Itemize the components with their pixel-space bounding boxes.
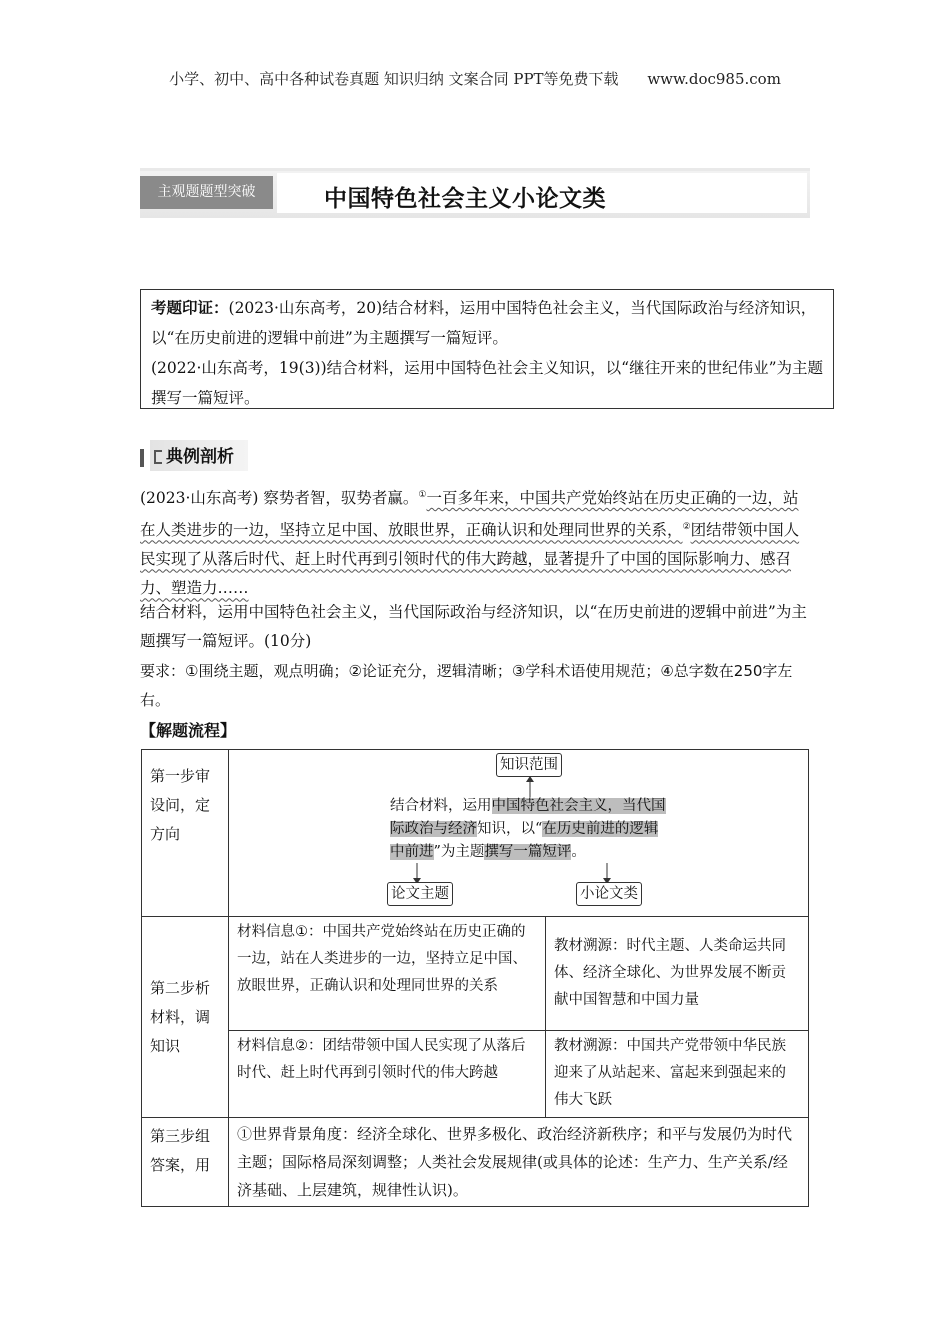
tag-essay-type: 小论文类 (576, 882, 642, 906)
step-3-label: 第三步组答案，用 (142, 1118, 229, 1207)
site-header (0, 68, 950, 89)
reference-line-2: (2022·山东高考，19(3))结合材料，运用中国特色社会主义知识，以“继往开来的世纪伟业”为主题撰写一篇短评。 (151, 359, 823, 407)
reference-label: 考题印证： (151, 299, 229, 317)
textbook-source-1: 教材溯源：时代主题、人类命运共同体、经济全球化、为世界发展不断贡献中国智慧和中国力量 (546, 917, 809, 1031)
step-1-diagram (229, 750, 809, 917)
marker-1: ① (418, 490, 427, 500)
page-title: 中国特色社会主义小论文类 (324, 186, 606, 212)
question-annotated: 结合材料，运用中国特色社会主义，当代国际政治与经济知识，以“在历史前进的逻辑中前进”为主题撰写一篇短评。 (390, 798, 666, 860)
flow-title: 【解题流程】 (140, 721, 237, 740)
material-1: 一百多年来，中国共产党始终站在历史正确的一边，站在人类进步的一边，坚持立足中国、放眼世界，正确认识和处理同世界的关系， (140, 489, 799, 540)
step-3-content: ①世界背景角度：经济全球化、世界多极化、政治经济新秩序；和平与发展仍为时代主题；国际格局深刻调整；人类社会发展规律(或具体的论述：生产力、生产关系/经济基础、上层建筑，规律性认识)。 (229, 1118, 809, 1207)
material-2: 团结带领中国人民实现了从落后时代、赶上时代再到引领时代的伟大跨越，显著提升了中国的国际影响力、感召力、塑造力…… (140, 521, 800, 598)
topic-banner (140, 168, 810, 218)
marker-2: ② (682, 522, 691, 533)
material-info-2: 材料信息②：团结带领中国人民实现了从落后时代、赶上时代再到引领时代的伟大跨越 (229, 1031, 546, 1118)
solution-flow-table (141, 749, 809, 1207)
header-text: 小学、初中、高中各种试卷真题 知识归纳 文案合同 PPT等免费下载 (169, 70, 619, 88)
material-info-1: 材料信息①：中国共产党始终站在历史正确的一边，站在人类进步的一边，坚持立足中国、放眼世界，正确认识和处理同世界的关系 (229, 917, 546, 1031)
example-question: 结合材料，运用中国特色社会主义，当代国际政治与经济知识，以“在历史前进的逻辑中前进”为主题撰写一篇短评。(10分) (140, 603, 807, 650)
step-1-label: 第一步审设问，定方向 (142, 750, 229, 917)
section-heading (140, 440, 248, 471)
exam-reference-box (140, 289, 834, 409)
reference-line-1: (2023·山东高考，20)结合材料，运用中国特色社会主义，当代国际政治与经济知识，以“在历史前进的逻辑中前进”为主题撰写一篇短评。 (151, 299, 817, 347)
example-source: (2023·山东高考) (140, 489, 259, 508)
tag-knowledge-scope: 知识范围 (496, 753, 562, 777)
section-title: 典例剖析 (166, 447, 234, 467)
example-lead: 察势者智，驭势者赢。 (263, 489, 419, 508)
section-bar-icon (140, 449, 144, 467)
banner-tag: 主观题题型突破 (140, 176, 273, 209)
example-material (140, 481, 812, 603)
tag-essay-theme: 论文主题 (387, 882, 453, 906)
header-url[interactable]: www.doc985.com (647, 70, 781, 88)
step-2-label: 第二步析材料，调知识 (142, 917, 229, 1118)
textbook-source-2: 教材溯源：中国共产党带领中华民族迎来了从站起来、富起来到强起来的伟大飞跃 (546, 1031, 809, 1118)
example-requirement: 要求：①围绕主题，观点明确；②论证充分，逻辑清晰；③学科术语使用规范；④总字数在250字左右。 (140, 662, 793, 709)
section-bracket-icon (154, 450, 162, 464)
